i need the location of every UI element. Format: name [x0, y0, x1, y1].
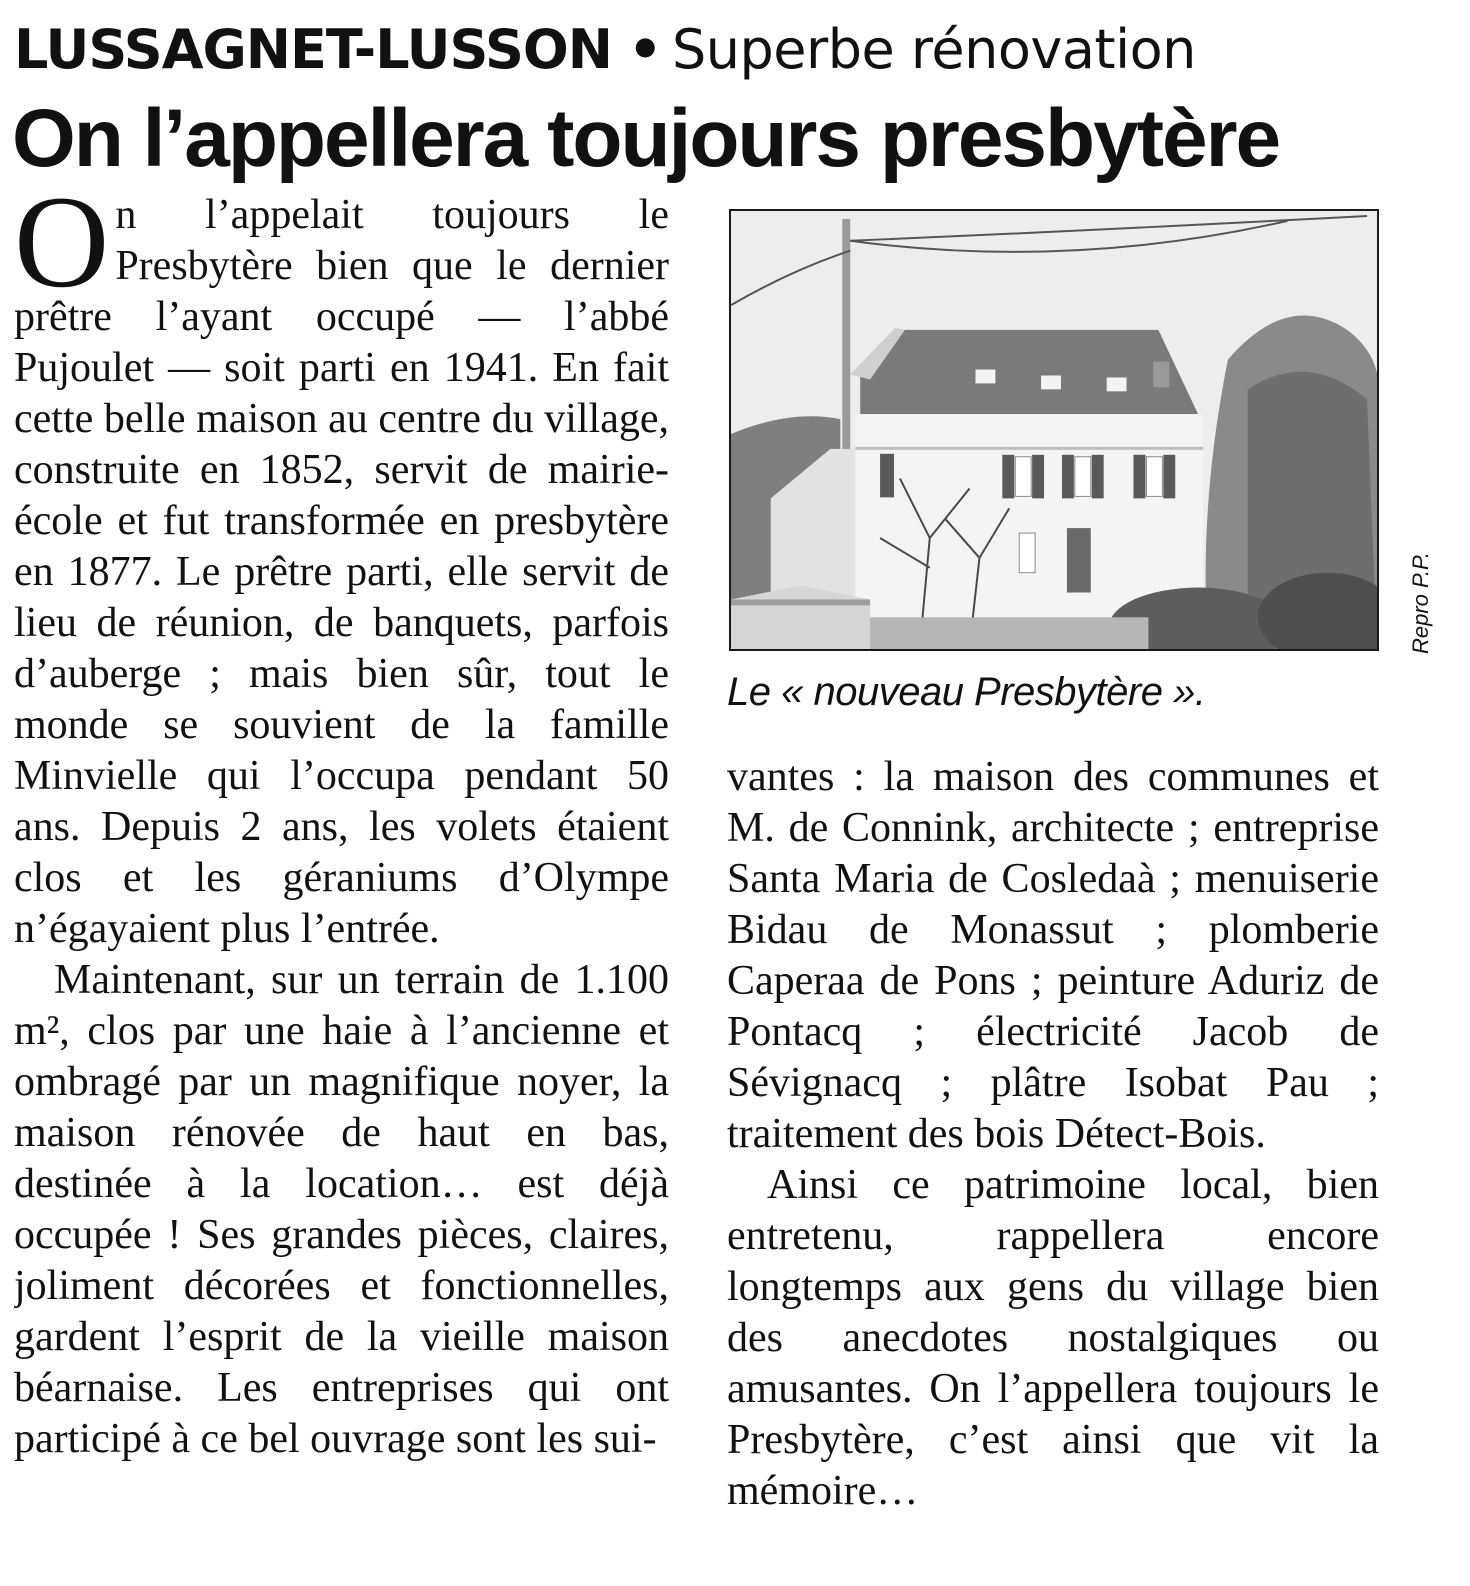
kicker-separator: •	[628, 18, 663, 81]
paragraph-companies: vantes : la maison des communes et M. de Connink, architecte ; entreprise Santa Maria de Cosledaà ; menuiserie Bidau de Monassut ; plomberie Caperaa de Pons ; peinture Aduriz de Pontacq ; électricité Jacob de Sévignacq ; plâtre Isobat Pau ; traitement des bois Détect-Bois.	[727, 754, 1379, 1157]
house-photo	[729, 209, 1379, 651]
kicker-line	[14, 14, 1454, 86]
kicker-topic: Superbe rénovation	[672, 18, 1196, 81]
photo-caption: Le « nouveau Presbytère ».	[727, 670, 1206, 714]
place-name: LUSSAGNET-LUSSON	[14, 18, 612, 81]
drop-cap: O	[14, 190, 110, 315]
photo-credit-text: Repro P.P.	[1408, 552, 1433, 654]
paragraph-intro-text: n l’appelait toujours le Presbytère bien que le dernier prêtre l’ayant occupé — l’abbé Pujoulet — soit parti en 1941. En fait cette belle maison au centre du village, construite en 1852, servit de mairie-école et fut transformée en presbytère en 1877. Le prêtre parti, elle servit de lieu de réunion, de banquets, parfois d’auberge ; mais bien sûr, tout le monde se souvient de la famille Minvielle qui l’occupa pendant 50 ans. Depuis 2 ans, les volets étaient clos et les géraniums d’Olympe n’égayaient plus l’entrée.	[14, 192, 669, 952]
paragraph-conclusion: Ainsi ce patrimoine local, bien entretenu, rappellera encore longtemps aux gens du village bien des anecdotes nostalgiques ou amusantes. On l’appellera toujours le Presbytère, c’est ainsi que vit la mémoire…	[727, 1162, 1379, 1514]
paragraph-renovation: Maintenant, sur un terrain de 1.100 m², clos par une haie à l’ancienne et ombragé par un magnifique noyer, la maison rénovée de haut en bas, destinée à la location… est déjà occupée ! Ses grandes pièces, claires, joliment décorées et fonctionnelles, gardent l’esprit de la vieille maison béarnaise. Les entreprises qui ont participé à ce bel ouvrage sont les sui-	[14, 957, 669, 1462]
paragraph-intro	[14, 190, 669, 955]
house-illustration	[731, 211, 1377, 649]
photo-credit	[1408, 552, 1470, 654]
article-headline: On l’appellera toujours presbytère	[12, 93, 1280, 184]
article-column-right	[727, 752, 1379, 1582]
article-column-left	[14, 190, 669, 1580]
